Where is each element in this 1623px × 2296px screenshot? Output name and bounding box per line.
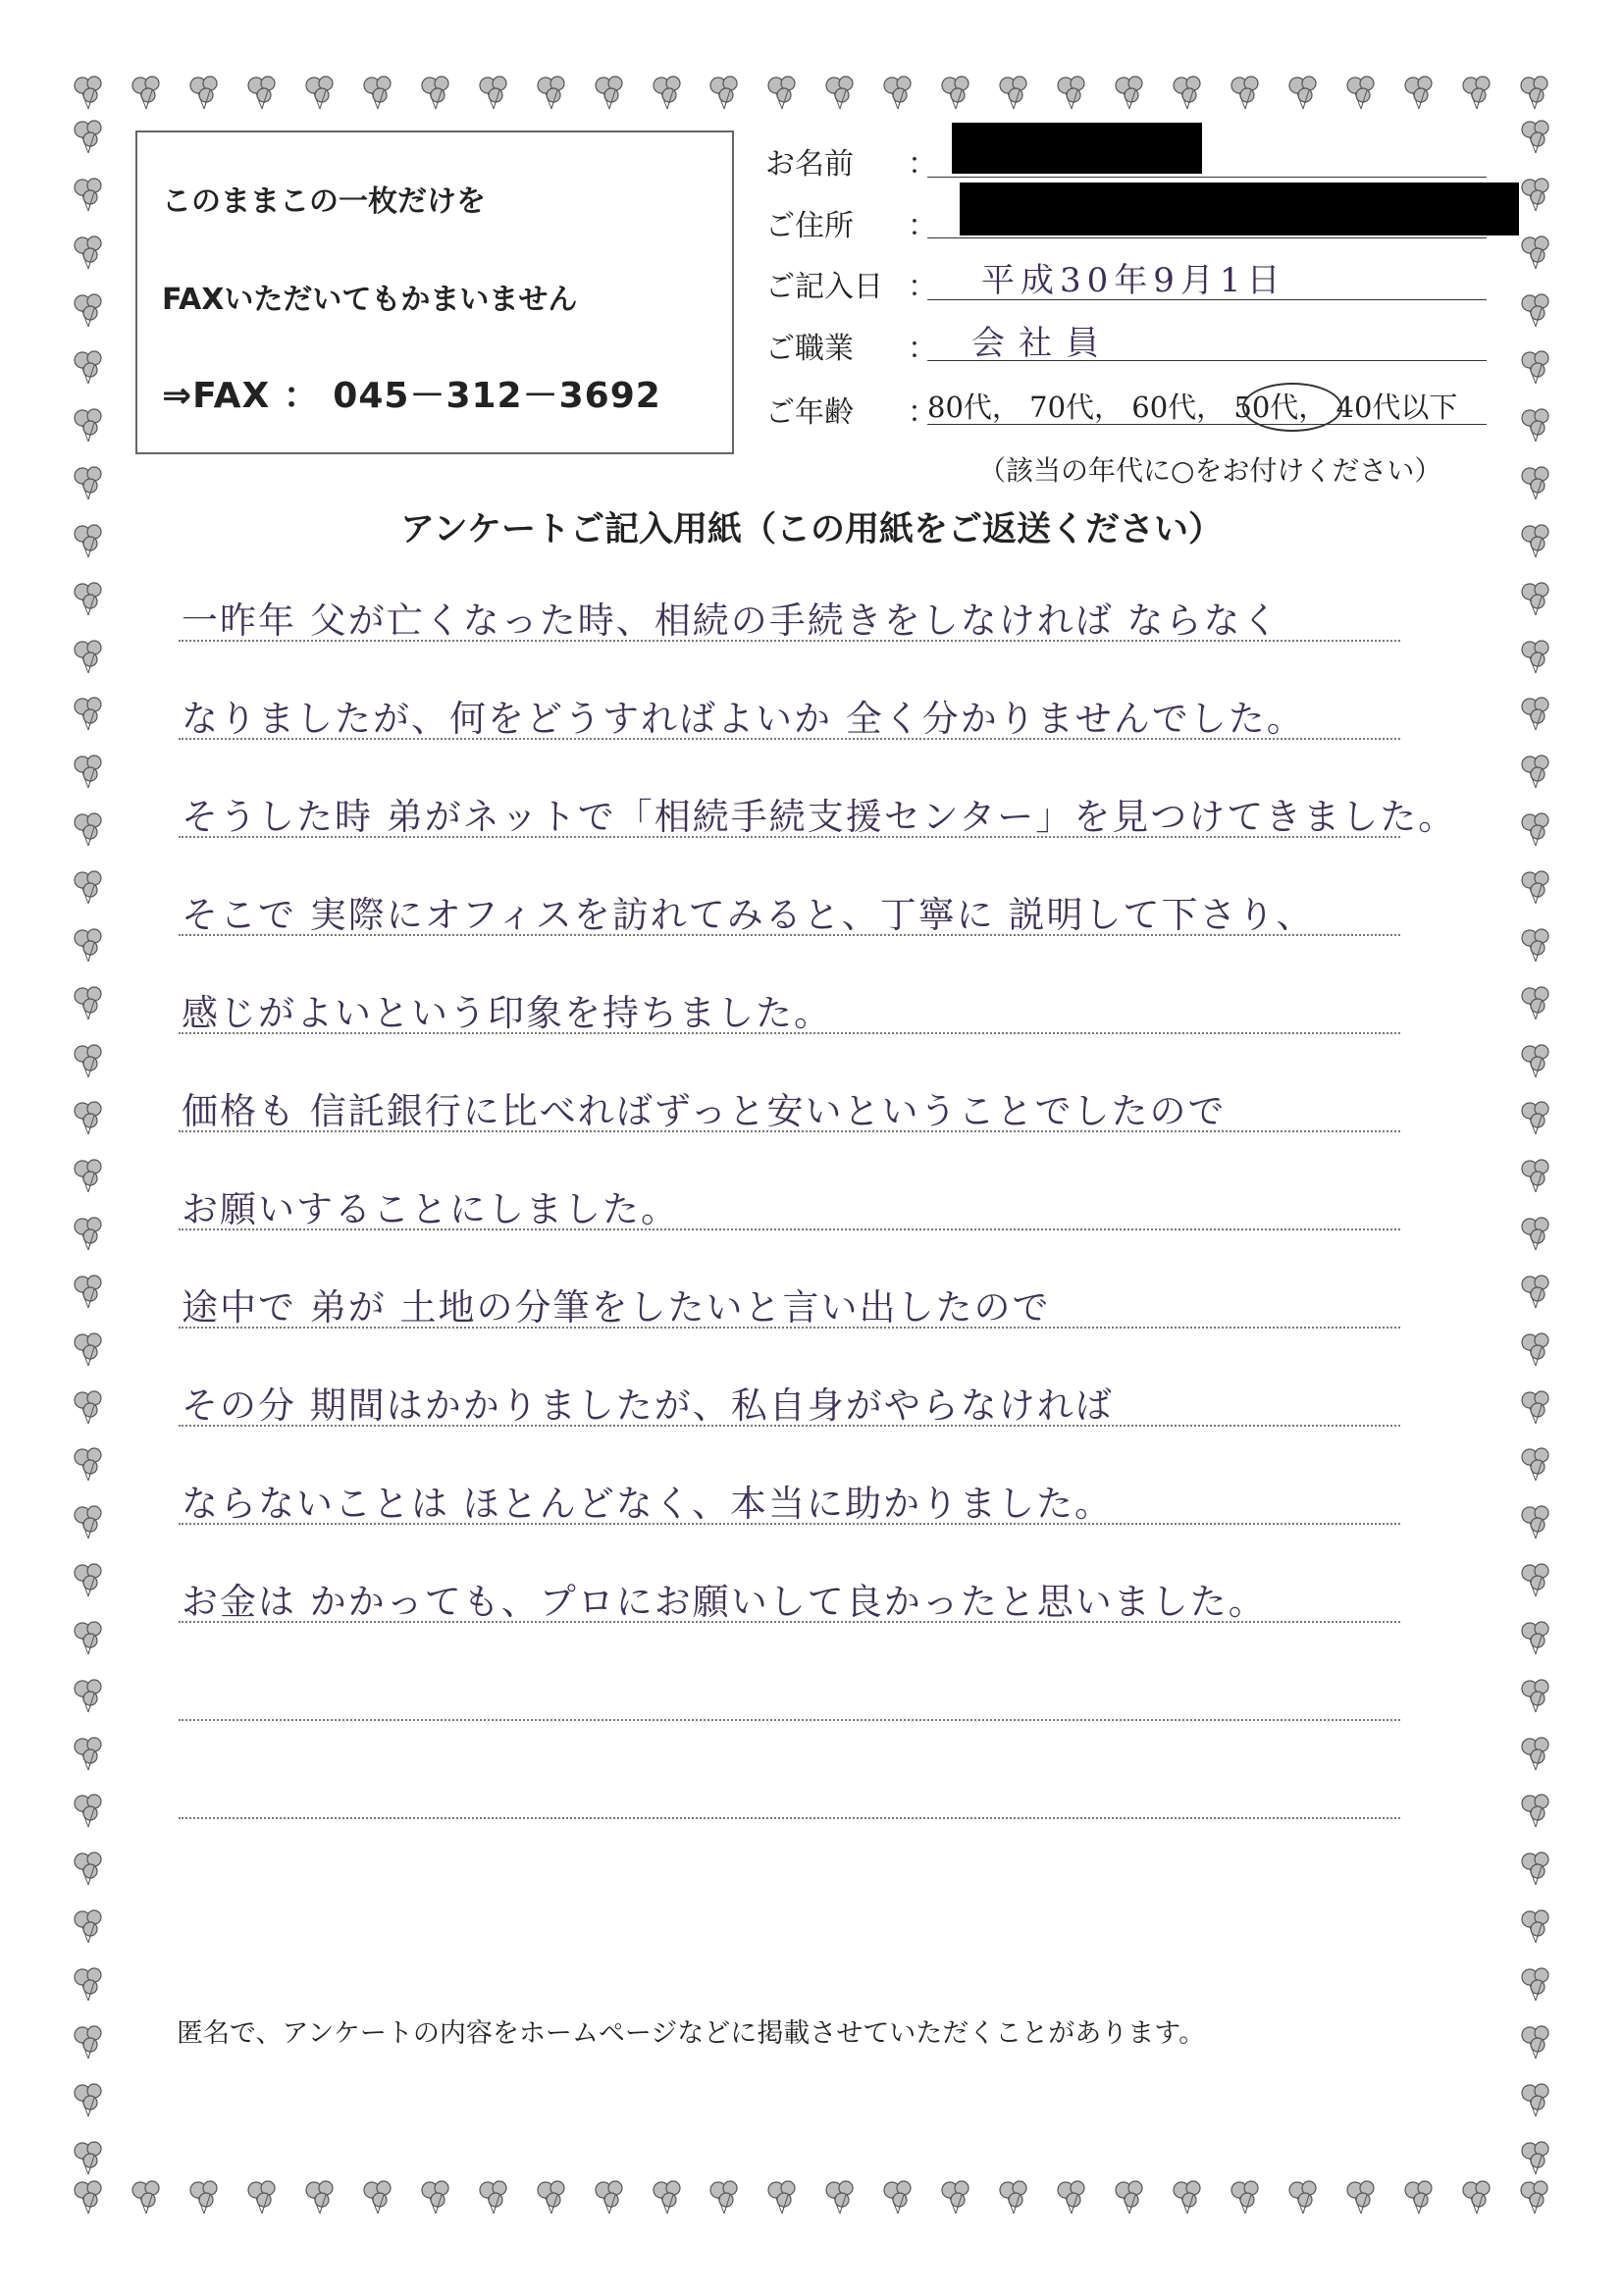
- balloon-icon: [416, 74, 455, 113]
- balloon-icon: [69, 580, 108, 619]
- address-field-line: [927, 237, 1487, 238]
- address-colon: ：: [908, 209, 937, 243]
- age-field-line: [927, 424, 1487, 425]
- age-colon: ：: [908, 395, 937, 430]
- balloon-icon: [1516, 1503, 1555, 1542]
- balloon-icon: [69, 695, 108, 734]
- handwritten-line: 途中で 弟が 土地の分筆をしたいと言い出したので: [182, 1286, 1051, 1329]
- balloon-icon: [762, 2178, 802, 2218]
- balloon-icon: [69, 74, 108, 113]
- balloon-icon: [1052, 2178, 1091, 2218]
- balloon-icon: [705, 74, 744, 113]
- balloon-icon: [69, 348, 108, 388]
- ruled-line: [179, 1817, 1400, 1819]
- balloon-icon: [69, 926, 108, 965]
- balloon-icon: [936, 2178, 975, 2218]
- date-value: 平成30年9月1日: [981, 261, 1286, 300]
- handwritten-line: ならないことは ほとんどなく、本当に助かりました。: [182, 1483, 1114, 1525]
- balloon-border-right: [1516, 118, 1555, 2178]
- balloon-icon: [1516, 1561, 1555, 1600]
- balloon-icon: [69, 1157, 108, 1196]
- balloon-icon: [1110, 2178, 1149, 2218]
- balloon-icon: [1516, 118, 1555, 157]
- balloon-icon: [184, 2178, 224, 2218]
- name-label: お名前: [765, 147, 854, 182]
- balloon-icon: [1457, 74, 1496, 113]
- balloon-icon: [1516, 868, 1555, 908]
- balloon-icon: [1457, 2178, 1496, 2218]
- balloon-icon: [69, 2081, 108, 2120]
- handwritten-line: 感じがよいという印象を持ちました。: [182, 992, 832, 1034]
- occupation-value: 会社員: [971, 324, 1113, 363]
- balloon-icon: [1516, 176, 1555, 215]
- balloon-icon: [242, 2178, 282, 2218]
- balloon-icon: [127, 74, 166, 113]
- balloon-icon: [1399, 2178, 1439, 2218]
- balloon-icon: [69, 1850, 108, 1889]
- name-redaction: [952, 123, 1202, 174]
- balloon-icon: [1516, 2081, 1555, 2120]
- balloon-icon: [1516, 1735, 1555, 1774]
- balloon-icon: [1516, 1273, 1555, 1312]
- balloon-border-left: [69, 118, 108, 2178]
- balloon-icon: [1516, 695, 1555, 734]
- balloon-icon: [1516, 1215, 1555, 1254]
- balloon-icon: [1516, 1850, 1555, 1889]
- balloon-icon: [1516, 234, 1555, 273]
- balloon-icon: [994, 2178, 1033, 2218]
- balloon-icon: [820, 2178, 860, 2218]
- balloon-icon: [1341, 2178, 1381, 2218]
- balloon-icon: [69, 810, 108, 850]
- balloon-icon: [648, 2178, 687, 2218]
- balloon-icon: [69, 1503, 108, 1542]
- balloon-icon: [1516, 810, 1555, 850]
- balloon-icon: [69, 1331, 108, 1370]
- balloon-icon: [1168, 2178, 1207, 2218]
- balloon-icon: [358, 74, 397, 113]
- address-label: ご住所: [765, 209, 854, 243]
- balloon-icon: [1516, 1099, 1555, 1138]
- occupation-colon: ：: [908, 332, 937, 366]
- balloon-icon: [69, 1042, 108, 1081]
- age-options: [927, 386, 1457, 426]
- balloon-icon: [590, 74, 629, 113]
- balloon-icon: [532, 2178, 571, 2218]
- balloon-icon: [1399, 74, 1439, 113]
- balloon-icon: [1283, 74, 1323, 113]
- age-option-80: 80代，: [927, 391, 1021, 424]
- balloon-icon: [69, 638, 108, 677]
- balloon-icon: [69, 1215, 108, 1254]
- balloon-icon: [1168, 74, 1207, 113]
- balloon-icon: [1516, 1388, 1555, 1428]
- balloon-icon: [1516, 464, 1555, 503]
- handwritten-line: 一昨年 父が亡くなった時、相続の手続きをしなければ ならなく: [182, 600, 1281, 642]
- age-selected-circle: [1242, 383, 1342, 432]
- balloon-icon: [590, 2178, 629, 2218]
- balloon-icon: [1516, 1619, 1555, 1658]
- balloon-icon: [69, 868, 108, 908]
- balloon-icon: [1516, 753, 1555, 792]
- name-colon: ：: [908, 147, 937, 182]
- balloon-icon: [69, 234, 108, 273]
- handwritten-line: 価格も 信託銀行に比べればずっと安いということでしたので: [182, 1090, 1227, 1132]
- balloon-icon: [69, 1792, 108, 1831]
- balloon-icon: [69, 1388, 108, 1428]
- balloon-icon: [994, 74, 1033, 113]
- balloon-icon: [1516, 348, 1555, 388]
- balloon-icon: [416, 2178, 455, 2218]
- balloon-icon: [1516, 1157, 1555, 1196]
- balloon-icon: [69, 406, 108, 445]
- balloon-icon: [300, 74, 340, 113]
- age-label: ご年齢: [765, 395, 854, 430]
- balloon-icon: [1226, 2178, 1265, 2218]
- name-field-line: [927, 177, 1487, 178]
- ruled-line: [179, 1719, 1400, 1721]
- balloon-icon: [474, 2178, 513, 2218]
- balloon-icon: [1516, 1792, 1555, 1831]
- handwritten-line: お願いすることにしました。: [182, 1188, 679, 1230]
- balloon-icon: [69, 1735, 108, 1774]
- balloon-icon: [69, 291, 108, 331]
- age-note: （該当の年代に○をお付けください）: [978, 454, 1442, 487]
- balloon-icon: [69, 753, 108, 792]
- balloon-icon: [69, 1965, 108, 2005]
- fax-number: ⇒FAX ： 045－312－3692: [162, 376, 661, 416]
- balloon-icon: [242, 74, 282, 113]
- balloon-icon: [184, 74, 224, 113]
- balloon-icon: [762, 74, 802, 113]
- balloon-icon: [1516, 1677, 1555, 1716]
- handwritten-line: そこで 実際にオフィスを訪れてみると、丁寧に 説明して下さり、: [182, 894, 1315, 936]
- balloon-icon: [69, 1273, 108, 1312]
- balloon-icon: [1516, 1331, 1555, 1370]
- balloon-icon: [1515, 74, 1554, 113]
- balloon-icon: [1516, 1042, 1555, 1081]
- balloon-icon: [1516, 291, 1555, 331]
- balloon-icon: [69, 2178, 108, 2218]
- balloon-icon: [69, 464, 108, 503]
- balloon-icon: [69, 984, 108, 1023]
- date-label: ご記入日: [765, 270, 883, 304]
- fax-notice-line-2: FAXいただいてもかまいません: [162, 283, 578, 317]
- balloon-icon: [1516, 1907, 1555, 1947]
- address-redaction: [960, 183, 1519, 235]
- age-option-60: 60代，: [1131, 391, 1226, 424]
- balloon-icon: [1516, 2139, 1555, 2178]
- date-colon: ：: [908, 270, 937, 304]
- balloon-icon: [1226, 74, 1265, 113]
- balloon-icon: [69, 1561, 108, 1600]
- handwritten-line: お金は かかっても、プロにお願いして良かったと思いました。: [182, 1581, 1267, 1623]
- balloon-icon: [1516, 926, 1555, 965]
- age-option-70: 70代，: [1029, 391, 1124, 424]
- balloon-icon: [1516, 984, 1555, 1023]
- fax-notice-line-1: このままこの一枚だけを: [162, 184, 486, 219]
- balloon-icon: [1341, 74, 1381, 113]
- balloon-icon: [358, 2178, 397, 2218]
- balloon-border-bottom: [69, 2178, 1554, 2218]
- balloon-icon: [936, 74, 975, 113]
- balloon-icon: [1516, 406, 1555, 445]
- balloon-icon: [532, 74, 571, 113]
- age-option-50: 50代，: [1233, 391, 1328, 424]
- balloon-icon: [1283, 2178, 1323, 2218]
- balloon-icon: [69, 2139, 108, 2178]
- balloon-icon: [127, 2178, 166, 2218]
- balloon-icon: [705, 2178, 744, 2218]
- balloon-icon: [1516, 638, 1555, 677]
- footnote: 匿名で、アンケートの内容をホームページなどに掲載させていただくことがあります。: [177, 2018, 1206, 2049]
- handwritten-line: そうした時 弟がネットで「相続手続支援センター」を見つけてきました。: [182, 796, 1457, 838]
- balloon-icon: [69, 2023, 108, 2062]
- balloon-icon: [820, 74, 860, 113]
- balloon-icon: [1516, 1445, 1555, 1485]
- balloon-icon: [1515, 2178, 1554, 2218]
- age-option-40: 40代以下: [1335, 391, 1458, 424]
- handwritten-line: なりましたが、何をどうすればよいか 全く分かりませんでした。: [182, 698, 1305, 740]
- occupation-label: ご職業: [765, 332, 854, 366]
- balloon-icon: [69, 176, 108, 215]
- balloon-icon: [300, 2178, 340, 2218]
- balloon-icon: [1516, 1965, 1555, 2005]
- balloon-icon: [69, 118, 108, 157]
- balloon-icon: [69, 1677, 108, 1716]
- balloon-icon: [1516, 580, 1555, 619]
- balloon-icon: [474, 74, 513, 113]
- handwritten-line: その分 期間はかかりましたが、私自身がやらなければ: [182, 1384, 1114, 1427]
- balloon-icon: [1052, 74, 1091, 113]
- balloon-icon: [1110, 74, 1149, 113]
- balloon-icon: [69, 1099, 108, 1138]
- form-title: アンケートご記入用紙（この用紙をご返送ください）: [400, 510, 1223, 549]
- balloon-icon: [69, 1445, 108, 1485]
- fax-notice-box: [135, 130, 734, 454]
- balloon-icon: [878, 74, 917, 113]
- balloon-border-top: [69, 74, 1554, 113]
- balloon-icon: [1516, 2023, 1555, 2062]
- balloon-icon: [648, 74, 687, 113]
- balloon-icon: [69, 1907, 108, 1947]
- balloon-icon: [878, 2178, 917, 2218]
- balloon-icon: [69, 1619, 108, 1658]
